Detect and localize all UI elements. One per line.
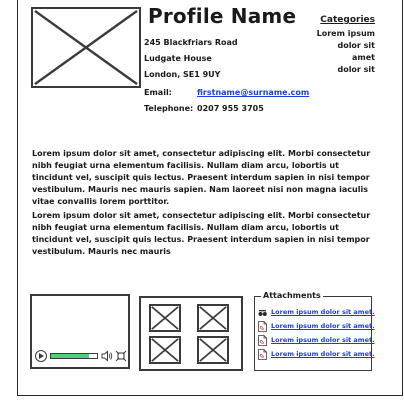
image-placeholder-icon [151,306,179,330]
profile-image-placeholder [31,7,141,88]
fullscreen-icon[interactable] [115,350,127,362]
attachment-item[interactable] [258,349,375,360]
category-link[interactable]: Lorem ipsum [316,29,375,38]
document-icon [258,321,267,332]
email-link[interactable] [197,88,309,97]
bottom-strip [0,396,404,408]
address-line-2: Ludgate House [144,54,212,63]
category-link[interactable]: dolor sit [337,41,375,50]
attachment-item[interactable] [258,307,375,318]
email-label: Email: [144,88,172,97]
attachment-link[interactable]: Lorem ipsum dolor sit amet. [271,350,375,358]
categories-panel [305,14,375,76]
document-icon [258,349,267,360]
volume-icon[interactable] [101,350,113,362]
category-link[interactable]: dolor sit [337,65,375,74]
attachments-legend: Attachments [263,291,321,300]
video-progress-fill [51,354,89,358]
gallery-thumbnail[interactable] [149,336,181,364]
attachment-item[interactable] [258,335,375,346]
video-progress-bar[interactable] [50,353,98,359]
categories-heading: Categories [320,15,375,25]
attachment-link[interactable]: Lorem ipsum dolor sit amet. [271,322,375,330]
attachment-item[interactable] [258,321,375,332]
image-placeholder-icon [151,338,179,362]
attachments-group [254,291,375,371]
profile-name: Profile Name [148,4,297,28]
image-gallery [139,296,243,371]
document-icon [258,335,267,346]
image-placeholder-icon [199,338,227,362]
image-placeholder-icon [33,9,139,86]
gallery-thumbnail[interactable] [197,336,229,364]
category-link[interactable]: amet [352,53,375,62]
gallery-thumbnail[interactable] [149,304,181,332]
email-address[interactable]: firstname@surname.com [197,88,310,97]
gallery-thumbnail[interactable] [197,304,229,332]
address-line-1: 245 Blackfriars Road [144,38,238,47]
video-controls [35,350,127,362]
telephone-number: 0207 955 3705 [197,104,264,113]
image-placeholder-icon [199,306,227,330]
video-player[interactable] [30,294,130,369]
attachment-link[interactable]: Lorem ipsum dolor sit amet. [271,336,375,344]
attachment-link[interactable]: Lorem ipsum dolor sit amet. [271,308,375,316]
address-line-3: London, SE1 9UY [144,70,221,79]
body-paragraph-1: Lorem ipsum dolor sit amet, consectetur adipiscing elit. Morbi consectetur nibh feugiat urna elementum facilisis. Nullam diam arcu, lobortis ut tincidunt vel, suscipit quis lectus. Praesent interdum sapien in nisi tempor vestibulum. Mauris nec mauris sapien. Nam laoreet nisi non magna iaculis vitae convallis lorem porttitor. [32,149,371,206]
audio-file-icon [258,307,267,318]
telephone-label: Telephone: [144,104,194,113]
body-paragraph-2: Lorem ipsum dolor sit amet, consectetur adipiscing elit. Morbi consectetur nibh feugiat urna elementum facilisis. Nullam diam arcu, lobortis ut tincidunt vel, suscipit quis lectus. Praesent interdum sapien in nisi tempor vestibulum. Mauris nec mauris [32,211,371,256]
play-button[interactable] [35,350,47,362]
